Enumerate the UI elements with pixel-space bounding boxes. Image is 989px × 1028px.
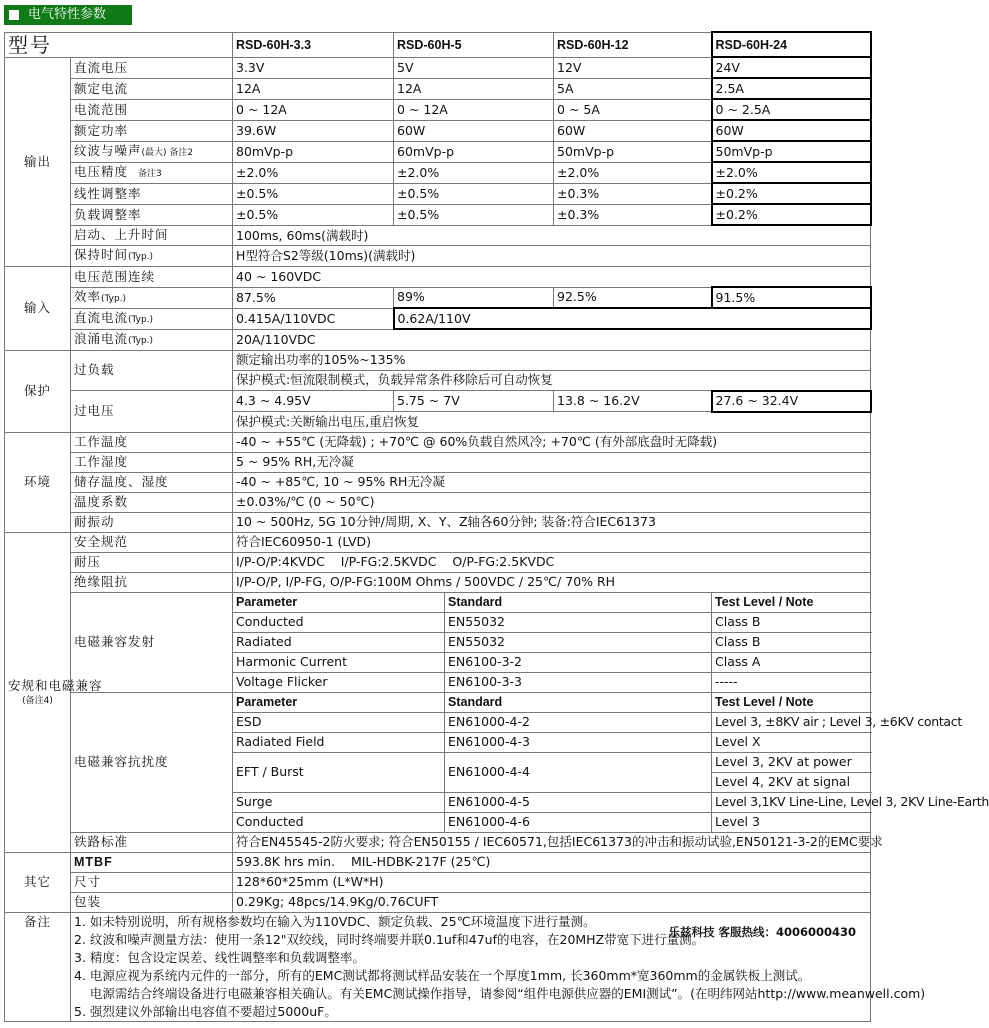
- row-label: 过负载: [71, 350, 233, 391]
- cell: EN55032: [445, 612, 712, 632]
- table-row: [5, 391, 871, 412]
- table-row: [5, 183, 871, 204]
- cell: Class B: [712, 612, 871, 632]
- spec-table: [4, 31, 989, 1022]
- cell: -40 ~ +55℃ (无降载) ; +70℃ @ 60%负载自然风冷; +70℃ (有外部底盘时无降载): [233, 432, 871, 452]
- cell: 20A/110VDC: [233, 329, 871, 350]
- row-label: 效率(Typ.): [71, 287, 233, 308]
- cell: Harmonic Current: [233, 652, 445, 672]
- row-label: 尺寸: [71, 872, 233, 892]
- table-row: [5, 852, 871, 872]
- cell: 额定输出功率的105%~135%: [233, 350, 871, 370]
- row-label: 浪涌电流(Typ.): [71, 329, 233, 350]
- row-label: 温度系数: [71, 492, 233, 512]
- cell: 89%: [394, 287, 554, 308]
- category-input: 输入: [5, 267, 71, 351]
- cell: 5V: [394, 57, 554, 78]
- cell: EN61000-4-2: [445, 712, 712, 732]
- row-label: 直流电压: [71, 57, 233, 78]
- cell: EN61000-4-4: [445, 752, 712, 792]
- table-row: [5, 162, 871, 183]
- row-label: 额定功率: [71, 120, 233, 141]
- row-label: 电压精度 备注3: [71, 162, 233, 183]
- row-label: 绝缘阻抗: [71, 572, 233, 592]
- row-label: 耐振动: [71, 512, 233, 532]
- cell: ±0.5%: [233, 183, 394, 204]
- note-line: 电源需结合终端设备进行电磁兼容相关确认。有关EMC测试操作指导，请参阅“组件电源供应器的EMI测试”。(在明纬网站http://www.meanwell.com): [74, 985, 926, 1001]
- model-name: RSD-60H-24: [712, 32, 871, 57]
- cell: Level X: [712, 732, 871, 752]
- cell: ±0.5%: [233, 204, 394, 225]
- table-row: [5, 350, 871, 370]
- cell: Level 3: [712, 812, 871, 832]
- table-row: [5, 512, 871, 532]
- cell: ±2.0%: [394, 162, 554, 183]
- row-label: 电磁兼容发射: [71, 592, 233, 692]
- cell: 27.6 ~ 32.4V: [712, 391, 871, 412]
- row-label: 储存温度、湿度: [71, 472, 233, 492]
- table-row: [5, 57, 871, 78]
- table-row: [5, 99, 871, 120]
- cell: 0 ~ 5A: [554, 99, 712, 120]
- cell: 13.8 ~ 16.2V: [554, 391, 712, 412]
- category-environment: 环境: [5, 432, 71, 532]
- cell: 40 ~ 160VDC: [233, 267, 871, 288]
- cell: ±2.0%: [712, 162, 871, 183]
- cell: ±0.2%: [712, 204, 871, 225]
- model-name: RSD-60H-3.3: [233, 32, 394, 57]
- model-row: [5, 32, 871, 57]
- table-row: [5, 329, 871, 350]
- cell: 符合EN45545-2防火要求; 符合EN50155 / IEC60571,包括IEC61373的冲击和振动试验,EN50121-3-2的EMC要求: [233, 832, 871, 852]
- cell: 12V: [554, 57, 712, 78]
- cell: EN61000-4-6: [445, 812, 712, 832]
- cell: 0 ~ 12A: [394, 99, 554, 120]
- cell: 0.29Kg; 48pcs/14.9Kg/0.76CUFT: [233, 892, 871, 912]
- cell: EN61000-4-3: [445, 732, 712, 752]
- cell: 50mVp-p: [554, 141, 712, 162]
- row-label: 负载调整率: [71, 204, 233, 225]
- cell: 593.8K hrs min. MIL-HDBK-217F (25℃): [233, 852, 871, 872]
- table-row: [5, 912, 871, 1021]
- note-line: 4. 电源应视为系统内元件的一部分，所有的EMC测试都将测试样品安装在一个厚度1mm, 长360mm*宽360mm的金属铁板上测试。: [74, 967, 811, 983]
- cell: EFT / Burst: [233, 752, 445, 792]
- cell: 24V: [712, 57, 871, 78]
- cell: -40 ~ +85℃, 10 ~ 95% RH无冷凝: [233, 472, 871, 492]
- table-row: [5, 204, 871, 225]
- model-name: RSD-60H-12: [554, 32, 712, 57]
- cell: 0 ~ 12A: [233, 99, 394, 120]
- row-label: 启动、上升时间: [71, 225, 233, 246]
- table-row: [5, 287, 871, 308]
- emc-header: Standard: [445, 592, 712, 612]
- cell: I/P-O/P, I/P-FG, O/P-FG:100M Ohms / 500VDC / 25℃/ 70% RH: [233, 572, 871, 592]
- row-label: 纹波与噪声(最大) 备注2: [71, 141, 233, 162]
- table-row: [5, 141, 871, 162]
- table-row: [5, 892, 871, 912]
- cell: Level 3, 2KV at power: [712, 752, 871, 772]
- cell: Level 3,1KV Line-Line, Level 3, 2KV Line-Earth: [712, 792, 871, 812]
- category-protection: 保护: [5, 350, 71, 432]
- model-label: 型号: [5, 32, 233, 57]
- table-row: [5, 308, 871, 329]
- cell: 保护模式:关断输出电压,重启恢复: [233, 412, 871, 433]
- cell: 4.3 ~ 4.95V: [233, 391, 394, 412]
- cell: 10 ~ 500Hz, 5G 10分钟/周期, X、Y、Z轴各60分钟; 装备:符合IEC61373: [233, 512, 871, 532]
- cell: EN55032: [445, 632, 712, 652]
- note-line: 5. 强烈建议外部输出电容值不要超过5000uF。: [74, 1003, 337, 1019]
- table-row: [5, 225, 871, 246]
- cell: 5A: [554, 78, 712, 99]
- emc-header: Parameter: [233, 692, 445, 712]
- row-label: 保持时间(Typ.): [71, 246, 233, 267]
- cell: ±0.5%: [394, 204, 554, 225]
- cell: 91.5%: [712, 287, 871, 308]
- table-row: [5, 492, 871, 512]
- cell: 保护模式:恒流限制模式，负载异常条件移除后可自动恢复: [233, 370, 871, 391]
- cell: 3.3V: [233, 57, 394, 78]
- cell: 39.6W: [233, 120, 394, 141]
- cell: -----: [712, 672, 871, 692]
- row-label: 工作温度: [71, 432, 233, 452]
- row-label: 直流电流(Typ.): [71, 308, 233, 329]
- row-label: 线性调整率: [71, 183, 233, 204]
- cell: Surge: [233, 792, 445, 812]
- row-label: 工作湿度: [71, 452, 233, 472]
- cell: EN61000-4-5: [445, 792, 712, 812]
- model-name: RSD-60H-5: [394, 32, 554, 57]
- cell: 80mVp-p: [233, 141, 394, 162]
- note-line: 1. 如未特别说明，所有规格参数均在输入为110VDC、额定负载、25℃环境温度下进行量测。: [74, 913, 596, 929]
- category-output: 输出: [5, 57, 71, 267]
- cell: Voltage Flicker: [233, 672, 445, 692]
- cell: EN6100-3-3: [445, 672, 712, 692]
- category-notes: 备注: [5, 912, 71, 1021]
- table-row: [5, 78, 871, 99]
- cell: Conducted: [233, 812, 445, 832]
- cell: Conducted: [233, 612, 445, 632]
- cell: 符合IEC60950-1 (LVD): [233, 532, 871, 552]
- table-row: [5, 472, 871, 492]
- table-row: [5, 432, 871, 452]
- cell: ESD: [233, 712, 445, 732]
- table-row: [5, 592, 871, 612]
- checkbox-icon: [9, 10, 19, 20]
- table-row: [5, 452, 871, 472]
- cell: ±0.3%: [554, 204, 712, 225]
- cell: H型符合S2等级(10ms)(满载时): [233, 246, 871, 267]
- cell: ±0.5%: [394, 183, 554, 204]
- emc-header: Test Level / Note: [712, 692, 871, 712]
- table-row: [5, 246, 871, 267]
- cell: ±2.0%: [233, 162, 394, 183]
- row-label: MTBF: [71, 852, 233, 872]
- cell: 2.5A: [712, 78, 871, 99]
- cell: 0.415A/110VDC: [233, 308, 394, 329]
- table-row: [5, 120, 871, 141]
- hotline: 乐兹科技 客服热线：4006000430: [668, 924, 857, 939]
- cell: I/P-O/P:4KVDC I/P-FG:2.5KVDC O/P-FG:2.5KVDC: [233, 552, 871, 572]
- category-others: 其它: [5, 852, 71, 912]
- section-title-bar: [4, 5, 132, 25]
- cell: 5.75 ~ 7V: [394, 391, 554, 412]
- row-label: 电压范围连续: [71, 267, 233, 288]
- note-line: 3. 精度：包含设定误差、线性调整率和负载调整率。: [74, 949, 365, 965]
- table-row: [5, 572, 871, 592]
- emc-header: Standard: [445, 692, 712, 712]
- cell: 60W: [712, 120, 871, 141]
- row-label: 电流范围: [71, 99, 233, 120]
- row-label: 包装: [71, 892, 233, 912]
- cell: 0.62A/110V: [394, 308, 871, 329]
- cell: ±0.3%: [554, 183, 712, 204]
- row-label: 耐压: [71, 552, 233, 572]
- row-label: 铁路标准: [71, 832, 233, 852]
- cell: 12A: [394, 78, 554, 99]
- row-label: 安全规范: [71, 532, 233, 552]
- cell: 100ms, 60ms(满载时): [233, 225, 871, 246]
- category-safety-emc: 安规和电磁兼容 (备注4): [5, 532, 71, 852]
- cell: ±2.0%: [554, 162, 712, 183]
- table-row: [5, 532, 871, 552]
- cell: Class A: [712, 652, 871, 672]
- cell: EN6100-3-2: [445, 652, 712, 672]
- cell: 12A: [233, 78, 394, 99]
- table-row: [5, 267, 871, 288]
- cell: 50mVp-p: [712, 141, 871, 162]
- cell: Radiated: [233, 632, 445, 652]
- emc-header: Parameter: [233, 592, 445, 612]
- cell: 128*60*25mm (L*W*H): [233, 872, 871, 892]
- table-row: [5, 872, 871, 892]
- cell: 60mVp-p: [394, 141, 554, 162]
- row-label: 过电压: [71, 391, 233, 433]
- cell: ±0.03%/℃ (0 ~ 50℃): [233, 492, 871, 512]
- cell: 60W: [554, 120, 712, 141]
- table-row: [5, 552, 871, 572]
- row-label: 电磁兼容抗扰度: [71, 692, 233, 832]
- table-row: [5, 692, 871, 712]
- row-label: 额定电流: [71, 78, 233, 99]
- cell: 87.5%: [233, 287, 394, 308]
- cell: Level 4, 2KV at signal: [712, 772, 871, 792]
- note-line: 2. 纹波和噪声测量方法：使用一条12"双绞线，同时终端要并联0.1uf和47uf的电容，在20MHZ带宽下进行量测。: [74, 931, 705, 947]
- cell: 5 ~ 95% RH,无冷凝: [233, 452, 871, 472]
- section-title: 电气特性参数: [28, 7, 107, 22]
- emc-header: Test Level / Note: [712, 592, 871, 612]
- cell: 92.5%: [554, 287, 712, 308]
- cell: 60W: [394, 120, 554, 141]
- notes-cell: [71, 912, 926, 1021]
- cell: Radiated Field: [233, 732, 445, 752]
- cell: Class B: [712, 632, 871, 652]
- cell: Level 3, ±8KV air ; Level 3, ±6KV contact: [712, 712, 871, 732]
- cell: ±0.2%: [712, 183, 871, 204]
- table-row: [5, 832, 871, 852]
- cell: 0 ~ 2.5A: [712, 99, 871, 120]
